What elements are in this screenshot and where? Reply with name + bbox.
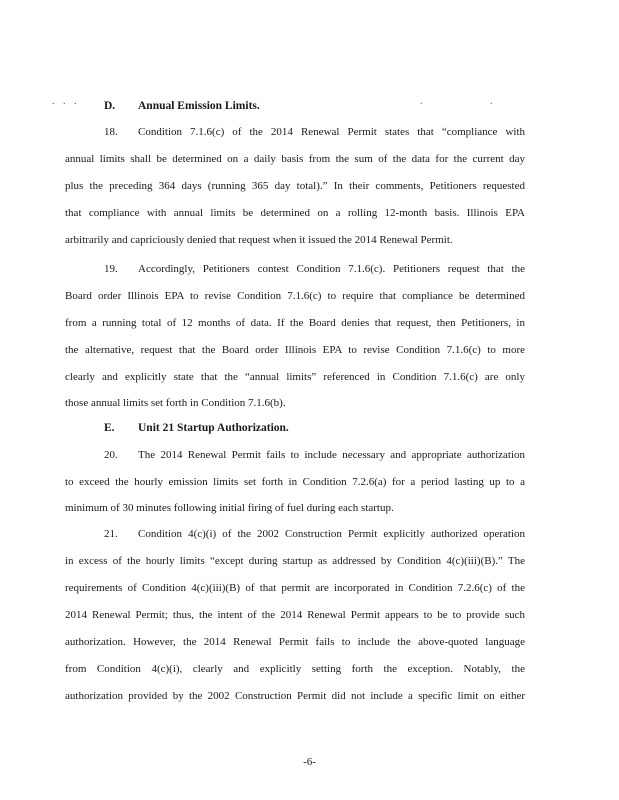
paragraph-number: 20. [104,449,118,461]
section-title: Unit 21 Startup Authorization. [138,422,289,434]
paragraph-18-line: 18. Condition 7.1.6(c) of the 2014 Renewal Permit states that “compliance with [104,126,525,138]
section-letter: E. [104,422,115,434]
section-heading-d [104,100,260,112]
paragraph-21-line: 21. Condition 4(c)(i) of the 2002 Construction Permit explicitly authorized operation [104,528,525,540]
paragraph-19-line: from a running total of 12 months of data. If the Board denies that request, then Petitioners, in [65,317,525,329]
paragraph-18-line: plus the preceding 364 days (running 365 day total).” In their comments, Petitioners requested [65,180,525,192]
paragraph-18-line: annual limits shall be determined on a daily basis from the sum of the data for the current day [65,153,525,165]
paragraph-21-line: in excess of the hourly limits “except during startup as addressed by Condition 4(c)(iii)(B).” The [65,555,525,567]
paragraph-number: 19. [104,263,118,275]
paragraph-number: 21. [104,528,118,540]
paragraph-20-line: minimum of 30 minutes following initial firing of fuel during each startup. [65,502,394,514]
paragraph-21-line: authorization provided by the 2002 Construction Permit did not include a specific limit on either [65,690,525,702]
section-title: Annual Emission Limits. [138,100,260,112]
paragraph-21-line: from Condition 4(c)(i), clearly and explicitly setting forth the exception. Notably, the [65,663,525,675]
scan-artifact-dot: . [420,96,423,107]
section-heading-e [104,422,289,434]
paragraph-18-line: that compliance with annual limits be determined on a rolling 12-month basis. Illinois EPA [65,207,525,219]
page-number: -6- [303,756,316,768]
paragraph-number: 18. [104,126,118,138]
paragraph-19-line: those annual limits set forth in Condition 7.1.6(b). [65,397,286,409]
paragraph-19-line: 19. Accordingly, Petitioners contest Condition 7.1.6(c). Petitioners request that the [104,263,525,275]
scan-artifact-dot: . [490,96,493,107]
paragraph-19-line: clearly and explicitly state that the “annual limits” referenced in Condition 7.1.6(c) are only [65,371,525,383]
paragraph-20-line: to exceed the hourly emission limits set forth in Condition 7.2.6(a) for a period lasting up to a [65,476,525,488]
paragraph-18-line: arbitrarily and capriciously denied that request when it issued the 2014 Renewal Permit. [65,234,453,246]
paragraph-19-line: the alternative, request that the Board order Illinois EPA to revise Condition 7.1.6(c) to more [65,344,525,356]
section-letter: D. [104,100,116,112]
paragraph-21-line: 2014 Renewal Permit; thus, the intent of the 2014 Renewal Permit appears to be to provide such [65,609,525,621]
paragraph-21-line: authorization. However, the 2014 Renewal Permit fails to include the above-quoted language [65,636,525,648]
paragraph-19-line: Board order Illinois EPA to revise Condition 7.1.6(c) to require that compliance be determined [65,290,525,302]
paragraph-20-line: 20. The 2014 Renewal Permit fails to include necessary and appropriate authorization [104,449,525,461]
paragraph-21-line: requirements of Condition 4(c)(iii)(B) of that permit are incorporated in Condition 7.2.6(c) of the [65,582,525,594]
scan-artifact-dots: . . . [52,96,80,107]
